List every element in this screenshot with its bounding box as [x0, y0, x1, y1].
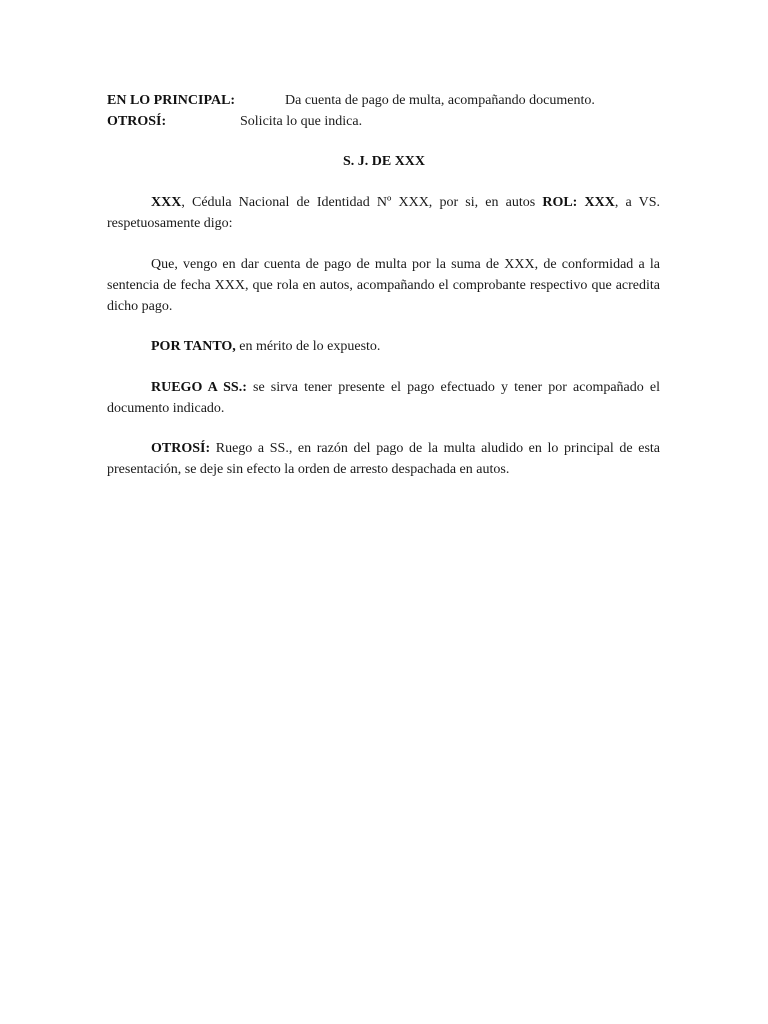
- ruego-text: se sirva tener presente el pago efectuado y tener por acompañado el documento indicado.: [107, 380, 660, 416]
- por-tanto-label: POR TANTO,: [151, 339, 236, 354]
- principal-label: EN LO PRINCIPAL:: [107, 93, 236, 108]
- otrosi-text: Solicita lo que indica.: [240, 114, 363, 129]
- party-id-text: , Cédula Nacional de Identidad Nº XXX, por si, en autos: [181, 195, 543, 210]
- principal-text: Da cuenta de pago de multa, acompañando documento.: [285, 93, 595, 108]
- otrosi-body-label: OTROSÍ:: [151, 441, 211, 456]
- paragraph-otrosi: [107, 438, 660, 480]
- paragraph-pago-multa: Que, vengo en dar cuenta de pago de multa por la suma de XXX, de conformidad a la sentencia de fecha XXX, que rola en autos, acompañando el comprobante respectivo que acredita dicho pago.: [107, 257, 660, 314]
- otrosi-body-text: Ruego a SS., en razón del pago de la multa aludido en lo principal de esta presentación, se deje sin efecto la orden de arresto despachada en autos.: [107, 441, 660, 477]
- ruego-label: RUEGO A SS.:: [151, 380, 247, 395]
- paragraph-por-tanto: [107, 336, 660, 357]
- otrosi-label: OTROSÍ:: [107, 114, 167, 129]
- paragraph-ruego: [107, 377, 660, 419]
- comparecencia-closing: , a VS. respetuosamente digo:: [107, 195, 660, 231]
- sumilla-principal: [107, 92, 595, 110]
- por-tanto-text: en mérito de lo expuesto.: [235, 339, 381, 354]
- paragraph-comparecencia: [107, 192, 660, 234]
- party-name: XXX: [151, 195, 182, 210]
- tribunal-heading: S. J. DE XXX: [342, 154, 426, 169]
- sumilla-otrosi: [107, 113, 363, 131]
- rol-label: ROL: XXX: [542, 195, 615, 210]
